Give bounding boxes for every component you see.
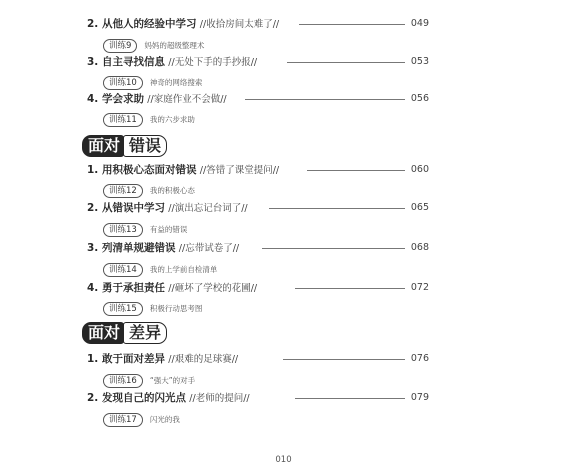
entry-title: 2. 从他人的经验中学习 bbox=[87, 18, 197, 30]
entry-title: 4. 勇于承担责任 bbox=[87, 282, 165, 294]
training-item[interactable] bbox=[103, 370, 195, 384]
entry-subtitle: //收拾房间太难了// bbox=[199, 19, 280, 30]
entry-title: 2. 发现自己的闪光点 bbox=[87, 392, 186, 404]
dot-leader bbox=[299, 24, 405, 25]
dot-leader bbox=[245, 99, 405, 100]
page-number: 049 bbox=[410, 18, 429, 29]
training-badge: 训练16 bbox=[103, 374, 143, 388]
dot-leader bbox=[269, 208, 405, 209]
dot-leader bbox=[307, 170, 405, 171]
training-item[interactable] bbox=[103, 298, 202, 312]
dot-leader bbox=[283, 359, 405, 360]
section-header-outline-part: 差异 bbox=[123, 322, 167, 344]
toc-entry[interactable] bbox=[87, 54, 429, 70]
page-number: 065 bbox=[410, 202, 429, 213]
toc-entry[interactable] bbox=[87, 240, 429, 256]
training-description: “强大”的对手 bbox=[149, 376, 196, 385]
entry-title: 4. 学会求助 bbox=[87, 93, 144, 105]
training-item[interactable] bbox=[103, 180, 195, 194]
toc-entry[interactable] bbox=[87, 280, 429, 296]
training-badge: 训练13 bbox=[103, 223, 143, 237]
entry-subtitle: //老师的提问// bbox=[189, 393, 250, 404]
entry-title: 3. 自主寻找信息 bbox=[87, 56, 165, 68]
entry-subtitle: //忘带试卷了// bbox=[178, 243, 240, 254]
training-item[interactable] bbox=[103, 219, 187, 233]
entry-subtitle: //无处下手的手抄报// bbox=[168, 57, 258, 68]
training-badge: 训练15 bbox=[103, 302, 143, 316]
toc-entry[interactable] bbox=[87, 91, 429, 107]
dot-leader bbox=[295, 398, 405, 399]
dot-leader bbox=[262, 248, 405, 249]
toc-entry[interactable] bbox=[87, 200, 429, 216]
toc-entry[interactable] bbox=[87, 390, 429, 406]
training-description: 闪光的我 bbox=[149, 415, 180, 424]
entry-title: 1. 用积极心态面对错误 bbox=[87, 164, 197, 176]
entry-title: 2. 从错误中学习 bbox=[87, 202, 165, 214]
entry-title: 1. 敢于面对差异 bbox=[87, 353, 165, 365]
training-item[interactable] bbox=[103, 35, 204, 49]
entry-subtitle: //砸坏了学校的花圃// bbox=[168, 283, 258, 294]
training-description: 妈妈的超级整理术 bbox=[144, 41, 205, 50]
entry-subtitle: //家庭作业不会做// bbox=[147, 94, 227, 105]
training-description: 积极行动思考图 bbox=[149, 304, 203, 313]
entry-subtitle: //演出忘记台词了// bbox=[168, 203, 248, 214]
training-item[interactable] bbox=[103, 109, 195, 123]
training-description: 我的积极心态 bbox=[149, 186, 195, 195]
toc-entry[interactable] bbox=[87, 351, 429, 367]
training-item[interactable] bbox=[103, 409, 180, 423]
training-description: 我的六步求助 bbox=[149, 115, 195, 124]
training-item[interactable] bbox=[103, 259, 217, 273]
entry-subtitle: //答错了课堂提问// bbox=[199, 165, 280, 176]
toc-entry[interactable] bbox=[87, 16, 429, 32]
dot-leader bbox=[287, 62, 405, 63]
page-number: 079 bbox=[410, 392, 429, 403]
page-number: 056 bbox=[410, 93, 429, 104]
entry-title: 3. 列清单规避错误 bbox=[87, 242, 176, 254]
training-badge: 训练10 bbox=[103, 76, 143, 90]
training-badge: 训练14 bbox=[103, 263, 143, 277]
section-header-mistakes bbox=[82, 135, 167, 159]
training-description: 神奇的网络搜索 bbox=[149, 78, 203, 87]
training-badge: 训练12 bbox=[103, 184, 143, 198]
toc-entry[interactable] bbox=[87, 162, 429, 178]
training-badge: 训练11 bbox=[103, 113, 143, 127]
training-description: 有益的错误 bbox=[149, 225, 188, 234]
page-number: 053 bbox=[410, 56, 429, 67]
section-header-black-part: 面对 bbox=[82, 135, 124, 157]
training-badge: 训练9 bbox=[103, 39, 137, 53]
page-footer-number: 010 bbox=[275, 455, 292, 465]
page-number: 060 bbox=[410, 164, 429, 175]
page-number: 076 bbox=[410, 353, 429, 364]
page-number: 068 bbox=[410, 242, 429, 253]
section-header-outline-part: 错误 bbox=[123, 135, 167, 157]
section-header-black-part: 面对 bbox=[82, 322, 124, 344]
dot-leader bbox=[295, 288, 405, 289]
page-number: 072 bbox=[410, 282, 429, 293]
entry-subtitle: //艰难的足球赛// bbox=[168, 354, 239, 365]
section-header-differences bbox=[82, 322, 167, 346]
training-badge: 训练17 bbox=[103, 413, 143, 427]
training-description: 我的上学前自检清单 bbox=[149, 265, 218, 274]
training-item[interactable] bbox=[103, 72, 202, 86]
